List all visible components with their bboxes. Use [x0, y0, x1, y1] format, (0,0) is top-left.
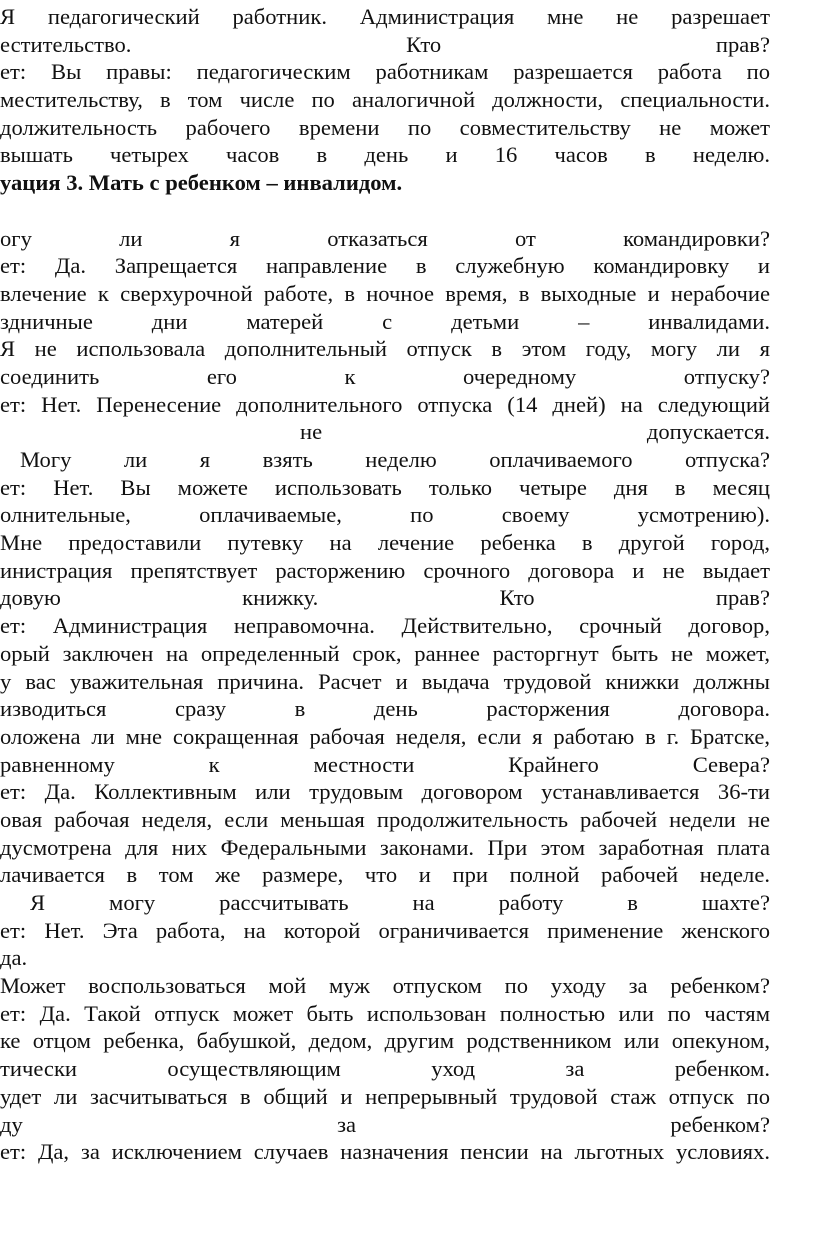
text-line: довую книжку. Кто прав? [0, 585, 770, 611]
text-line: инистрация препятствует расторжению срочного договора и не выдает [0, 557, 770, 583]
text-line: да. [0, 945, 28, 971]
text-line: изводиться сразу в день расторжения договора. [0, 696, 770, 722]
text-line: огу ли я отказаться от командировки? [0, 225, 770, 251]
section-heading: уация 3. Мать с ребенком – инвалидом. [0, 170, 403, 196]
text-line: ет: Нет. Эта работа, на которой ограничивается применение женского [0, 917, 770, 943]
text-line: Может воспользоваться мой муж отпуском по уходу за ребенком? [0, 973, 770, 999]
text-line: ет: Да. Такой отпуск может быть использован полностью или по частям [0, 1000, 770, 1026]
text-line: ет: Да. Коллективным или трудовым договором устанавливается 36-ти [0, 779, 770, 805]
text-line: удет ли засчитываться в общий и непрерывный трудовой стаж отпуск по [0, 1083, 770, 1109]
text-line: лачивается в том же размере, что и при полной рабочей неделе. [0, 862, 770, 888]
text-line: Я могу рассчитывать на работу в шахте? [30, 890, 770, 915]
document-page [0, 3, 770, 1166]
text-line: не допускается. [300, 419, 770, 445]
text-line: ду за ребенком? [0, 1111, 770, 1137]
text-line: ет: Администрация неправомочна. Действительно, срочный договор, [0, 613, 770, 639]
text-line: влечение к сверхурочной работе, в ночное время, в выходные и нерабочие [0, 280, 770, 306]
text-line: ет: Нет. Перенесение дополнительного отпуска (14 дней) на следующий [0, 391, 770, 417]
text-line: ет: Да, за исключением случаев назначения пенсии на льготных условиях. [0, 1139, 770, 1165]
text-line: вышать четырех часов в день и 16 часов в неделю. [0, 142, 770, 168]
text-line: еститeльство. Кто прав? [0, 31, 770, 57]
text-line: тически осуществляющим уход за ребенком. [0, 1056, 770, 1082]
text-line: соединить его к очередному отпуску? [0, 363, 770, 389]
text-line: Я не использовала дополнительный отпуск в этом году, могу ли я [0, 336, 770, 362]
blank-line [0, 197, 770, 225]
text-line: ет: Вы правы: педагогическим работникам разрешается работа по [0, 59, 770, 85]
text-line: олнительные, оплачиваемые, по своему усмотрению). [0, 502, 770, 528]
text-line: ке отцом ребенка, бабушкой, дедом, другим родственником или опекуном, [0, 1028, 770, 1054]
text-line: Я педагогический работник. Администрация мне не разрешает [0, 4, 770, 29]
text-line: ет: Нет. Вы можете использовать только четыре дня в месяц [0, 474, 770, 500]
text-line: Могу ли я взять неделю оплачиваемого отпуска? [20, 447, 770, 472]
text-line: у вас уважительная причина. Расчет и выдача трудовой книжки должны [0, 668, 770, 694]
text-line: оложена ли мне сокращенная рабочая неделя, если я работаю в г. Братске, [0, 723, 770, 749]
text-line: должительность рабочего времени по совместительству не может [0, 114, 770, 140]
text-line: равненному к местности Крайнего Севера? [0, 751, 770, 777]
text-line: орый заключен на определенный срок, раннее расторгнут быть не может, [0, 640, 770, 666]
text-line: Мне предоставили путевку на лечение ребенка в другой город, [0, 530, 770, 556]
text-line: ет: Да. Запрещается направление в служебную командировку и [0, 253, 770, 279]
text-line: дусмотрена для них Федеральными законами. При этом заработная плата [0, 834, 770, 860]
text-line: местительству, в том числе по аналогичной должности, специальности. [0, 87, 770, 113]
text-line: овая рабочая неделя, если меньшая продолжительность рабочей недели не [0, 806, 770, 832]
text-line: здничные дни матерей с детьми – инвалидами. [0, 308, 770, 334]
